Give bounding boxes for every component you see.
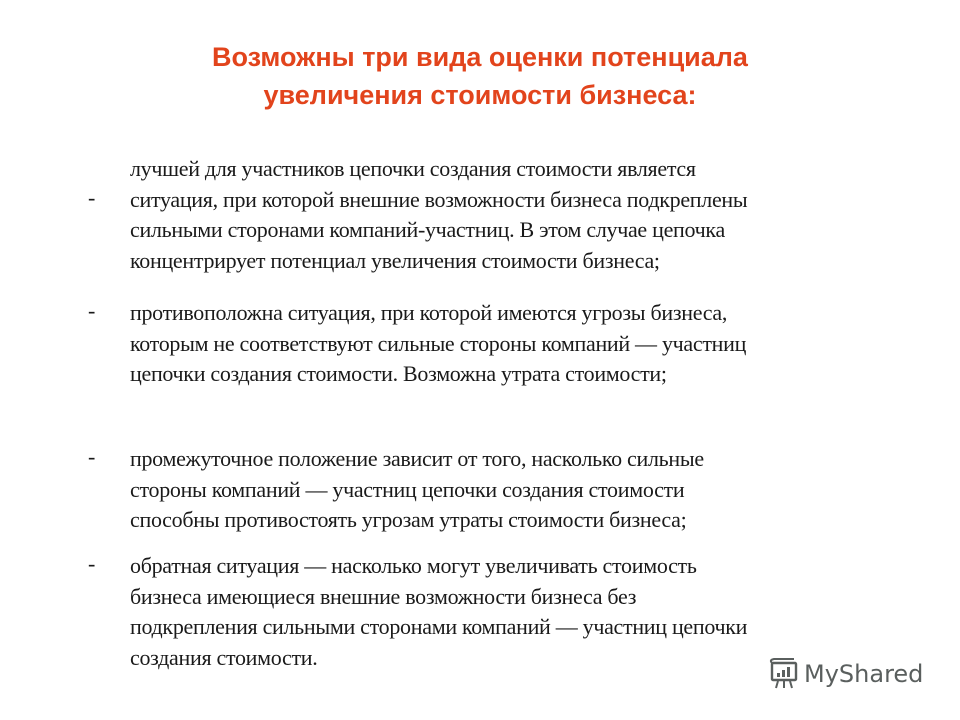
text-line: способны противостоять угрозам утраты стоимости бизнеса; xyxy=(130,507,687,532)
text-line: создания стоимости. xyxy=(130,644,318,670)
bullet-text xyxy=(130,444,920,536)
text-line: обратная ситуация — насколько могут увеличивать стоимость xyxy=(130,553,697,578)
title-line-1: Возможны три вида оценки потенциала xyxy=(212,42,748,72)
text-line: сильными сторонами компаний-участниц. В этом случае цепочка xyxy=(130,217,725,242)
bullet-text xyxy=(130,551,920,673)
text-line: подкрепления сильными сторонами компаний — участниц цепочки xyxy=(130,614,748,639)
text-line: цепочки создания стоимости. Возможна утрата стоимости; xyxy=(130,361,667,386)
text-line: ситуация, при которой внешние возможности бизнеса подкреплены xyxy=(130,186,748,212)
text-line: которым не соответствуют сильные стороны компаний — участниц xyxy=(130,330,747,356)
text-line: концентрирует потенциал увеличения стоимости бизнеса; xyxy=(130,247,660,273)
title-line-2: увеличения стоимости бизнеса: xyxy=(263,80,697,110)
text-line: промежуточное положение зависит от того, насколько сильные xyxy=(130,446,704,471)
text-line: лучшей для участников цепочки создания стоимости является xyxy=(130,156,696,181)
bullet-dash: - xyxy=(88,298,96,323)
watermark-text: MyShared xyxy=(804,660,924,688)
presentation-board-icon xyxy=(768,658,800,690)
myshared-watermark[interactable] xyxy=(768,656,923,692)
text-line: противоположна ситуация, при которой имеются угрозы бизнеса, xyxy=(130,300,728,325)
bullet-dash: - xyxy=(88,185,96,210)
slide-title xyxy=(100,38,860,114)
text-line: бизнеса имеющиеся внешние возможности бизнеса без xyxy=(130,583,637,609)
text-line: стороны компаний — участниц цепочки создания стоимости xyxy=(130,476,685,502)
bullet-dash: - xyxy=(88,551,96,576)
bullet-text xyxy=(130,154,920,276)
bullet-text xyxy=(130,298,920,390)
bullet-dash: - xyxy=(88,444,96,469)
